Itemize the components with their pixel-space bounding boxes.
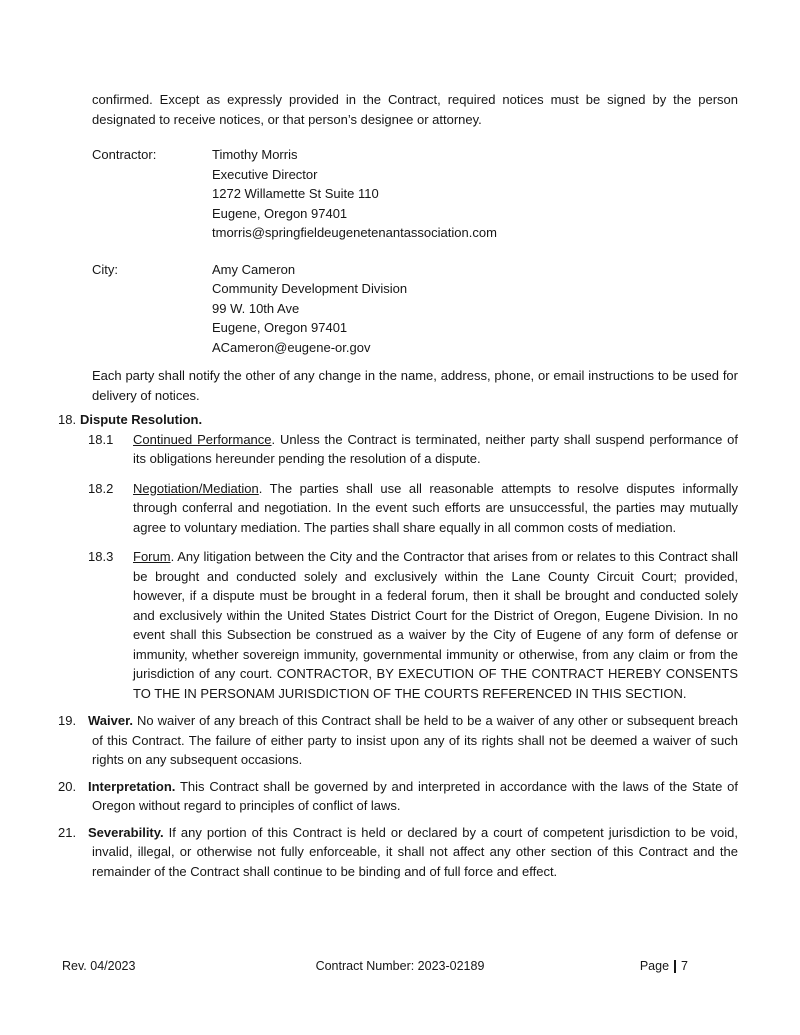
section-20-text: This Contract shall be governed by and interpreted in accordance with the laws of the State of Oregon without regard to principles of conflict of laws.: [92, 778, 738, 813]
subsection-18-2-lead: Negotiation/Mediation: [133, 480, 259, 496]
contractor-contact-block: [92, 145, 738, 243]
subsection-18-2-text: . The parties shall use all reasonable attempts to resolve disputes informally through conferral and negotiation. In the event such efforts are unsuccessful, the parties may mutually agree to voluntary mediation. The parties shall share equally in all common costs of mediation.: [133, 480, 738, 535]
contractor-label: Contractor:: [92, 147, 157, 162]
city-email: ACameron@eugene-or.gov: [212, 339, 371, 355]
section-18-number: 18.: [58, 412, 77, 427]
subsection-18-2-number: 18.2: [88, 480, 114, 496]
subsection-18-3-lead: Forum: [133, 549, 171, 564]
city-details: [212, 260, 738, 358]
notify-paragraph: Each party shall notify the other of any change in the name, address, phone, or email instructions to be used for delivery of notices.: [92, 368, 738, 403]
city-contact-name: Amy Cameron: [212, 261, 296, 277]
footer-page-number: 7: [681, 959, 688, 973]
section-18-title: Dispute Resolution.: [80, 412, 203, 427]
footer-page-indicator: [640, 958, 688, 974]
subsection-18-1: [88, 430, 738, 469]
section-18-heading: [58, 410, 738, 430]
contractor-details: [212, 145, 738, 243]
section-21-text: If any portion of this Contract is held or declared by a court of competent jurisdiction to be void, invalid, illegal, or otherwise not fully enforceable, it shall not affect any other section of this Contract and the remainder of the Contract shall continue to be binding and of full force and effect.: [92, 824, 738, 879]
city-label: City:: [92, 261, 118, 277]
footer-page-label: Page: [639, 959, 670, 973]
subsection-18-2: [88, 479, 738, 538]
contractor-name: Timothy Morris: [212, 147, 298, 162]
subsection-18-1-text: . Unless the Contract is terminated, neither party shall suspend performance of its obligations hereunder pending the resolution of a dispute.: [133, 431, 738, 466]
contractor-title: Executive Director: [212, 166, 318, 182]
subsection-18-3-text: . Any litigation between the City and the Contractor that arises from or relates to this Contract shall be brought and conducted solely and exclusively within the Lane County Circuit Court; provided, however, if a dispute must be brought in a federal forum, then it shall be brought and conducted solely and exclusively within the United States District Court for the District of Oregon, Eugene Division. In no event shall this Subsection be construed as a waiver by the City of Eugene of any form of defense or immunity, whether sovereign immunity, governmental immunity or otherwise, from any claim or from the jurisdiction of any court. CONTRACTOR, BY EXECUTION OF THE CONTRACT HEREBY CONSENTS TO THE IN PERSONAM JURISDICTION OF THE COURTS REFERENCED IN THIS SECTION.: [133, 549, 738, 701]
footer-revision: Rev. 04/2023: [62, 959, 136, 973]
city-contact-block: [92, 260, 738, 358]
contractor-email: tmorris@springfieldeugenetenantassociation.com: [212, 225, 497, 240]
section-21-number: 21.: [58, 824, 77, 840]
intro-paragraph: confirmed. Except as expressly provided in the Contract, required notices must be signed by the person designated to receive notices, or that person’s designee or attorney.: [92, 92, 738, 127]
footer-contract-number: Contract Number: 2023-02189: [315, 959, 485, 973]
subsection-18-3-number: 18.3: [88, 549, 114, 564]
section-19-number: 19.: [58, 713, 77, 728]
city-division: Community Development Division: [212, 281, 408, 296]
city-city-state: Eugene, Oregon 97401: [212, 320, 348, 335]
contractor-city-state: Eugene, Oregon 97401: [212, 205, 348, 221]
contractor-street: 1272 Willamette St Suite 110: [212, 186, 379, 201]
city-street: 99 W. 10th Ave: [212, 300, 300, 316]
section-21-title: Severability.: [88, 824, 164, 840]
section-19-text: No waiver of any breach of this Contract shall be held to be a waiver of any other or subsequent breach of this Contract. The failure of either party to insist upon any of its rights shall not be deemed a waiver of such rights on any subsequent occasions.: [92, 713, 738, 767]
subsection-18-1-number: 18.1: [88, 431, 114, 447]
section-19-title: Waiver.: [88, 713, 134, 728]
section-21: [58, 823, 738, 882]
section-19: [58, 711, 738, 770]
section-20: [58, 777, 738, 816]
subsection-18-1-lead: Continued Performance: [133, 431, 272, 447]
page-number-divider: [674, 960, 676, 973]
section-20-title: Interpretation.: [88, 778, 176, 794]
subsection-18-3: [88, 547, 738, 703]
section-20-number: 20.: [58, 778, 77, 794]
